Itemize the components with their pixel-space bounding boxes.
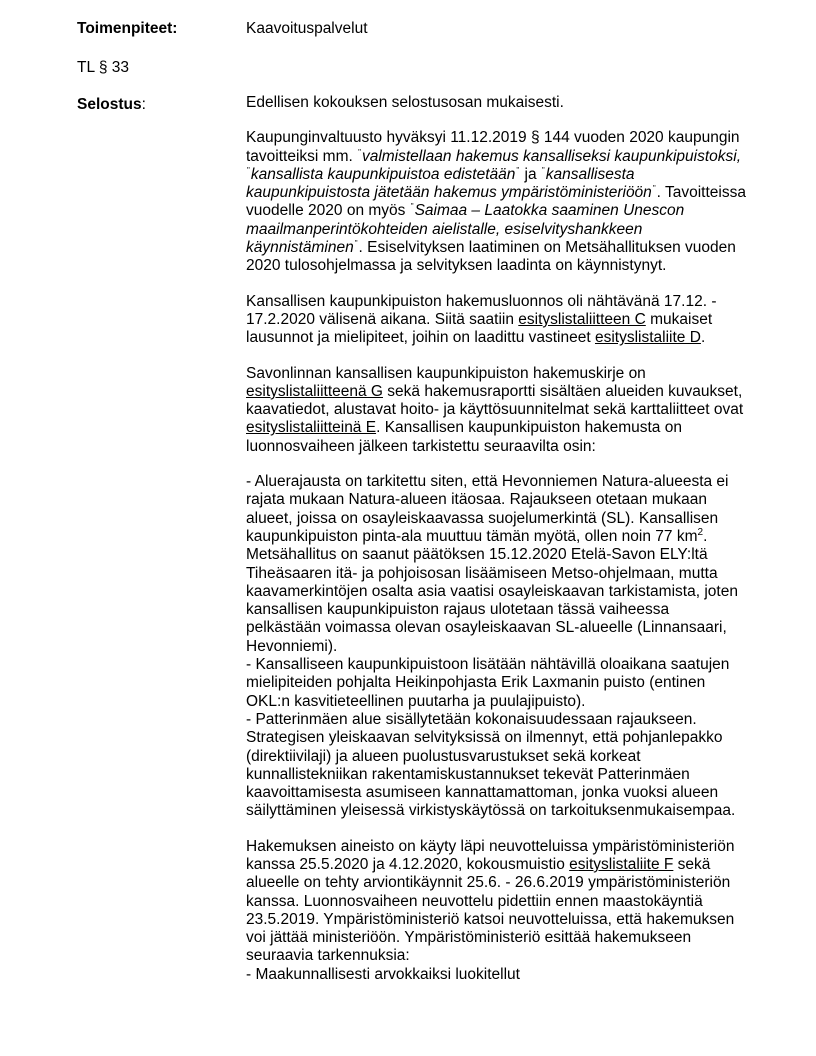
- paragraph-1: Edellisen kokouksen selostusosan mukaisesti.: [246, 94, 564, 111]
- quote-mark: ": [652, 184, 656, 194]
- p3-text-2: mukaiset lausunnot ja mielipiteet, joihin on laadittu vastineet: [246, 310, 713, 347]
- p6-text-1: Hakemuksen aineisto on käyty läpi neuvotteluissa ympäristöministeriön kanssa 25.5.2020 ja 4.12.2020, kokousmuistio: [246, 837, 735, 873]
- selostus-body: [246, 94, 746, 1001]
- p2-text-4: . Esiselvityksen laatiminen on Metsähallituksen vuoden 2020 tulosohjelmassa ja selvityksen laadinta on käynnistynyt.: [246, 239, 736, 275]
- p2-italic-4: Saimaa – Laatokka saaminen Unescon maailmanperintökohteiden aielistalle, esiselvityshankkeen käynnistäminen: [246, 202, 685, 257]
- p4-text-1: Savonlinnan kansallisen kaupunkipuiston hakemuskirje on: [246, 364, 646, 382]
- attachment-link-f[interactable]: esityslistaliite F: [569, 855, 674, 873]
- attachment-link-c[interactable]: esityslistaliitteen C: [518, 310, 646, 328]
- paragraph-5: [246, 473, 746, 821]
- quote-mark: ": [516, 165, 520, 175]
- quote-mark: ": [247, 165, 250, 175]
- paragraph-2: [246, 129, 746, 275]
- quote-mark: ": [541, 165, 545, 175]
- paragraph-4: [246, 365, 746, 456]
- toimenpiteet-label: Toimenpiteet:: [77, 20, 178, 37]
- attachment-link-d[interactable]: esityslistaliite D: [594, 329, 701, 347]
- p2-text-2: ja: [520, 165, 541, 183]
- p2-italic-1: valmistellaan hakemus kansalliseksi kaupunkipuistoksi,: [361, 147, 742, 165]
- paragraph-3: [246, 293, 746, 348]
- p4-text-2: sekä hakemusraportti sisältäen alueiden kuvaukset, kaavatiedot, alustavat hoito- ja käyttösuunnitelmat sekä karttaliitteet ovat: [246, 382, 744, 419]
- selostus-label: [77, 96, 146, 114]
- p5-bullet-3: - Patterinmäen alue sisällytetään kokonaisuudessaan rajaukseen. Strategisen yleiskaavan selvityksissä on ilmennyt, että pohjanlepakko (direktiivilaji) ja alueen puolustusvarustukset sekä korkeat kunnallistekniikan rakentamiskustannukset tekevät Patterinmäen kaavoittamisesta asumiseen kannattamattoman, jonka vuoksi alueen säilyttäminen yleisessä virkistyskäytössä on tarkoituksenmukaisempaa.: [246, 710, 736, 820]
- attachment-link-e[interactable]: esityslistaliitteinä E: [246, 419, 377, 437]
- p5-text-1: - Aluerajausta on tarkitettu siten, että Hevonniemen Natura-alueesta ei rajata mukaan Natura-alueen itäosaa. Rajaukseen otetaan mukaan alueet, joissa on osayleiskaavassa suojelumerkintä (SL). Kansallisen kaupunkipuiston pinta-ala muuttuu tämän myötä, ollen noin 77 km: [246, 473, 729, 545]
- attachment-link-g[interactable]: esityslistaliitteenä G: [246, 382, 383, 400]
- p2-italic-2: kansallista kaupunkipuistoa edistetään: [250, 165, 516, 183]
- selostus-colon: :: [141, 96, 146, 113]
- p3-text-3: .: [700, 329, 706, 347]
- paragraph-6: [246, 838, 746, 984]
- tl-section-label: TL § 33: [77, 59, 129, 76]
- p5-bullet-2: - Kansalliseen kaupunkipuistoon lisätään nähtävillä oloaikana saatujen mielipiteiden pohjalta Heikinpohjasta Erik Laxmanin puisto (entinen OKL:n kasvitieteellinen puutarha ja puulajipuisto).: [246, 656, 730, 710]
- quote-mark: ": [410, 202, 414, 212]
- p6-text-2: sekä alueelle on tehty arviontikäynnit 25.6. - 26.6.2019 ympäristöministeriön kanssa. Luonnosvaiheen neuvottelu pidettiin ennen maastokäyntiä 23.5.2019. Ympäristöministeriö katsoi neuvotteluissa, että hakemuksen voi jättää ministeriöön. Ympäristöministeriö esittää hakemukseen seuraavia tarkennuksia:: [246, 855, 735, 965]
- p2-italic-3: kansallisesta kaupunkipuistosta jätetään hakemus ympäristöministeriöön: [246, 165, 652, 202]
- superscript-2: 2: [697, 526, 704, 538]
- p5-text-2: . Metsähallitus on saanut päätöksen 15.12.2020 Etelä-Savon ELY:ltä Tiheäsaaren itä- ja pohjoisosan lisäämiseen Metso-ohjelmaan, mutta kaavamerkintöjen osalta asia vaatisi osayleiskaavan tarkistamista, joten kansallisen kaupunkipuiston rajaus ulotetaan tässä vaiheessa pelkästään voimassa olevan osayleiskaavan SL-alueelle (Linnansaari, Hevonniemi).: [246, 527, 738, 655]
- p2-text-1: Kaupunginvaltuusto hyväksyi 11.12.2019 § 144 vuoden 2020 kaupungin tavoitteiksi mm.: [246, 129, 740, 165]
- p4-text-3: . Kansallisen kaupunkipuiston hakemusta on luonnosvaiheen jälkeen tarkistettu seuraavilta osin:: [246, 419, 682, 455]
- p6-bullet-1: - Maakunnallisesti arvokkaiksi luokitellut: [246, 965, 520, 983]
- quote-mark: ": [354, 239, 358, 249]
- p2-text-3: . Tavoitteissa vuodelle 2020 on myös: [246, 184, 746, 220]
- p3-text-1: Kansallisen kaupunkipuiston hakemusluonnos oli nähtävänä 17.12. - 17.2.2020 välisenä aikana. Siitä saatiin: [246, 292, 717, 328]
- toimenpiteet-value: Kaavoituspalvelut: [246, 20, 368, 37]
- selostus-label-text: Selostus: [77, 96, 142, 113]
- quote-mark: ": [358, 147, 361, 157]
